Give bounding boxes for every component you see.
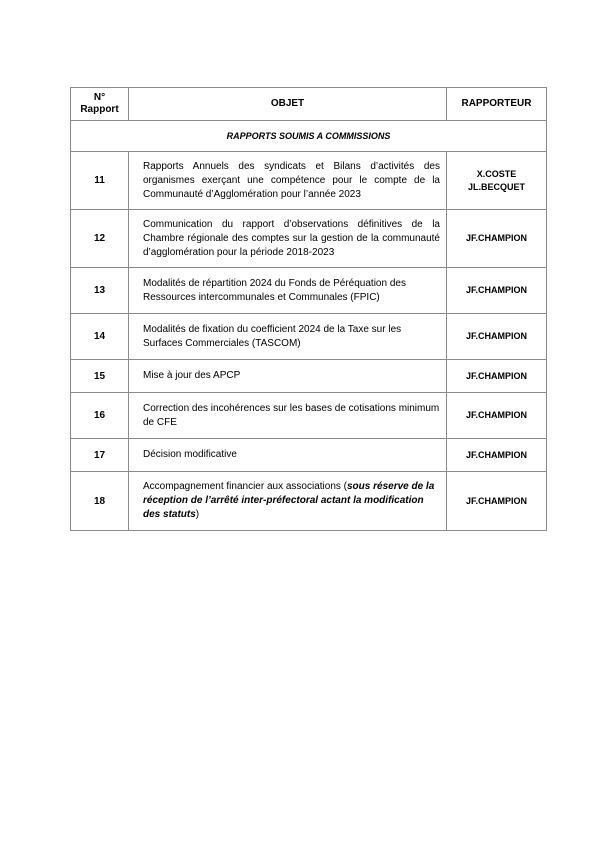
objet-note-text: sous réserve de la réception de l’arrêté inter-préfectoral actant la modification des statuts (143, 481, 435, 520)
row-num: 13 (71, 268, 129, 314)
row-rapporteur: JF.CHAMPION (447, 314, 547, 360)
row-num: 16 (71, 393, 129, 439)
row-rapporteur: JF.CHAMPION (447, 439, 547, 472)
row-num: 14 (71, 314, 129, 360)
section-title: RAPPORTS SOUMIS A COMMISSIONS (71, 121, 547, 152)
section-row (71, 121, 547, 152)
row-rapporteur (447, 152, 547, 210)
header-num (71, 88, 129, 121)
row-objet: Modalités de répartition 2024 du Fonds de Péréquation des Ressources intercommunales et Communales (FPIC) (129, 268, 447, 314)
row-rapporteur: JF.CHAMPION (447, 268, 547, 314)
row-objet: Communication du rapport d’observations définitives de la Chambre régionale des comptes sur la gestion de la communauté d’agglomération pour la période 2018-2023 (129, 210, 447, 268)
table-row (71, 393, 547, 439)
table-row (71, 268, 547, 314)
table-row (71, 210, 547, 268)
row-rapporteur: JF.CHAMPION (447, 393, 547, 439)
row-rapporteur: JF.CHAMPION (447, 360, 547, 393)
table-header-row (71, 88, 547, 121)
table-row (71, 439, 547, 472)
row-objet: Modalités de fixation du coefficient 2024 de la Taxe sur les Surfaces Commerciales (TASCOM) (129, 314, 447, 360)
table-row (71, 314, 547, 360)
table-row (71, 472, 547, 531)
row-objet: Rapports Annuels des syndicats et Bilans d’activités des organismes exerçant une compétence pour le compte de la Communauté d’Agglomération pour l’année 2023 (129, 152, 447, 210)
row-rapporteur: JF.CHAMPION (447, 210, 547, 268)
header-num-line2: Rapport (80, 104, 119, 115)
header-num-line1: N° (93, 92, 106, 103)
row-num: 11 (71, 152, 129, 210)
row-num: 17 (71, 439, 129, 472)
table-row (71, 360, 547, 393)
objet-close-text: ) (195, 509, 200, 520)
row-objet (129, 472, 447, 531)
row-objet: Correction des incohérences sur les bases de cotisations minimum de CFE (129, 393, 447, 439)
row-rapporteur: JF.CHAMPION (447, 472, 547, 531)
rapporteur-name: X.COSTE (476, 168, 517, 179)
row-num: 12 (71, 210, 129, 268)
row-objet: Mise à jour des APCP (129, 360, 447, 393)
header-rapporteur: RAPPORTEUR (447, 88, 547, 121)
table-row (71, 152, 547, 210)
header-objet: OBJET (129, 88, 447, 121)
row-num: 18 (71, 472, 129, 531)
row-objet: Décision modificative (129, 439, 447, 472)
row-num: 15 (71, 360, 129, 393)
rapporteur-name: JL.BECQUET (467, 181, 525, 192)
objet-main-text: Accompagnement financier aux associations ( (143, 481, 347, 492)
report-table (70, 87, 547, 531)
